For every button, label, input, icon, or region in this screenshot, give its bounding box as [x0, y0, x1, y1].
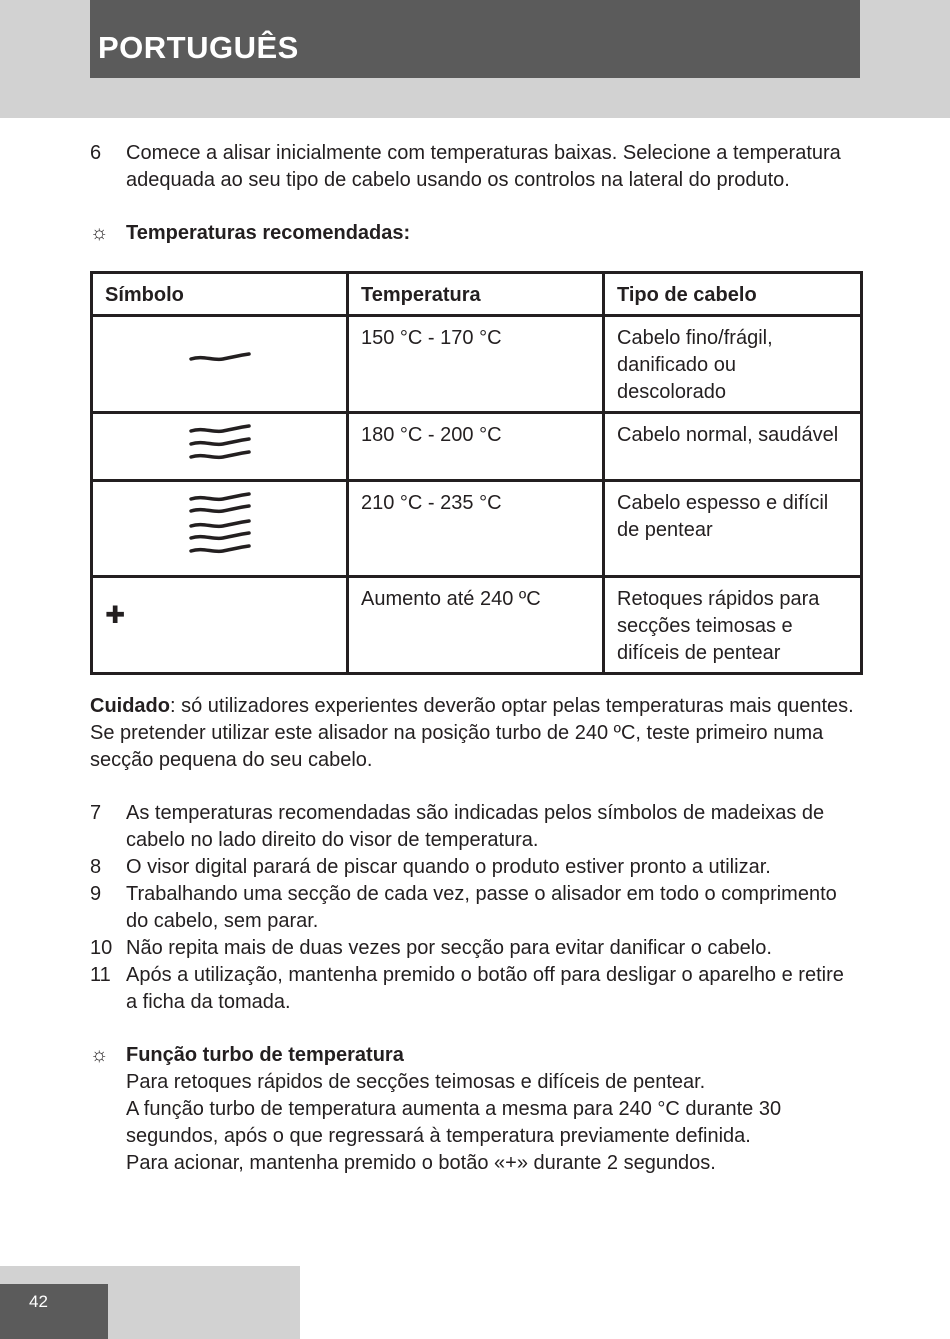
hair-type-cell: Cabelo normal, saudável [604, 413, 862, 481]
list-item-6 [90, 140, 860, 194]
recommended-heading-row [90, 220, 860, 247]
hair-type-cell: Cabelo fino/frágil, danificado ou descolorado [604, 316, 862, 413]
list-item [90, 881, 860, 935]
table-row [92, 316, 862, 413]
list-number: 9 [90, 883, 102, 905]
caution-paragraph [90, 693, 860, 720]
temperature-cell: Aumento até 240 ºC [348, 577, 604, 674]
list-text: Não repita mais de duas vezes por secção para evitar danificar o cabelo. [126, 937, 772, 959]
list-number: 7 [90, 802, 102, 824]
hair-type-cell: Retoques rápidos para secções teimosas e difíceis de pentear [604, 577, 862, 674]
list-text: Trabalhando uma secção de cada vez, passe o alisador em todo o comprimento do cabelo, sem parar. [126, 883, 837, 932]
list-text: Após a utilização, mantenha premido o botão off para desligar o aparelho e retire a ficha da tomada. [126, 964, 844, 1013]
page-title: PORTUGUÊS [98, 30, 299, 65]
page-number: 42 [29, 1292, 48, 1311]
plus-icon: ✚ [105, 602, 126, 629]
header-hair-type: Tipo de cabelo [604, 273, 862, 316]
list-number: 11 [90, 964, 111, 986]
list-item [90, 935, 860, 962]
turbo-note: Se pretender utilizar este alisador na posição turbo de 240 ºC, teste primeiro numa secção pequena do seu cabelo. [90, 722, 824, 771]
list-item [90, 962, 860, 1016]
list-text: As temperaturas recomendadas são indicadas pelos símbolos de madeixas de cabelo no lado direito do visor de temperatura. [126, 802, 825, 851]
hair-type-cell: Cabelo espesso e difícil de pentear [604, 481, 862, 577]
table-row [92, 413, 862, 481]
temperature-cell: 180 °C - 200 °C [348, 413, 604, 481]
list-text: O visor digital parará de piscar quando o produto estiver pronto a utilizar. [126, 856, 771, 878]
list-item [90, 800, 860, 854]
turbo-body [90, 1069, 860, 1177]
symbol-cell [92, 316, 348, 413]
symbol-cell [92, 413, 348, 481]
list-number: 10 [90, 937, 113, 959]
list-number: 6 [90, 142, 102, 164]
turbo-line: Para retoques rápidos de secções teimosas e difíceis de pentear. [126, 1071, 706, 1093]
sun-icon: ☼ [90, 1044, 109, 1066]
symbol-cell [92, 577, 348, 674]
turbo-line: A função turbo de temperatura aumenta a mesma para 240 °C durante 30 segundos, após o que regressará à temperatura previamente definida. [126, 1098, 782, 1147]
recommended-heading: Temperaturas recomendadas: [126, 222, 411, 244]
triple-wave-icon [189, 490, 251, 556]
turbo-heading: Função turbo de temperatura [126, 1044, 404, 1066]
temperature-cell: 150 °C - 170 °C [348, 316, 604, 413]
temperature-cell: 210 °C - 235 °C [348, 481, 604, 577]
table-row [92, 577, 862, 674]
table-row [92, 481, 862, 577]
list-number: 8 [90, 856, 102, 878]
list-item [90, 854, 860, 881]
temperature-table [90, 271, 863, 675]
header-symbol: Símbolo [92, 273, 348, 316]
page-number-box [0, 1284, 108, 1339]
caution-label: Cuidado [90, 695, 170, 717]
turbo-heading-row [90, 1042, 860, 1069]
header-temperature: Temperatura [348, 273, 604, 316]
main-content [90, 140, 860, 1177]
caution-text: : só utilizadores experientes deverão optar pelas temperaturas mais quentes. [170, 695, 854, 717]
single-wave-icon [189, 347, 251, 367]
double-wave-icon [189, 422, 251, 462]
turbo-line: Para acionar, mantenha premido o botão «+» durante 2 segundos. [126, 1152, 716, 1174]
spacer [90, 774, 860, 800]
sun-icon: ☼ [90, 222, 109, 244]
table-header-row [92, 273, 862, 316]
list-text: Comece a alisar inicialmente com temperaturas baixas. Selecione a temperatura adequada ao seu tipo de cabelo usando os controlos na lateral do produto. [126, 142, 841, 191]
symbol-cell [92, 481, 348, 577]
